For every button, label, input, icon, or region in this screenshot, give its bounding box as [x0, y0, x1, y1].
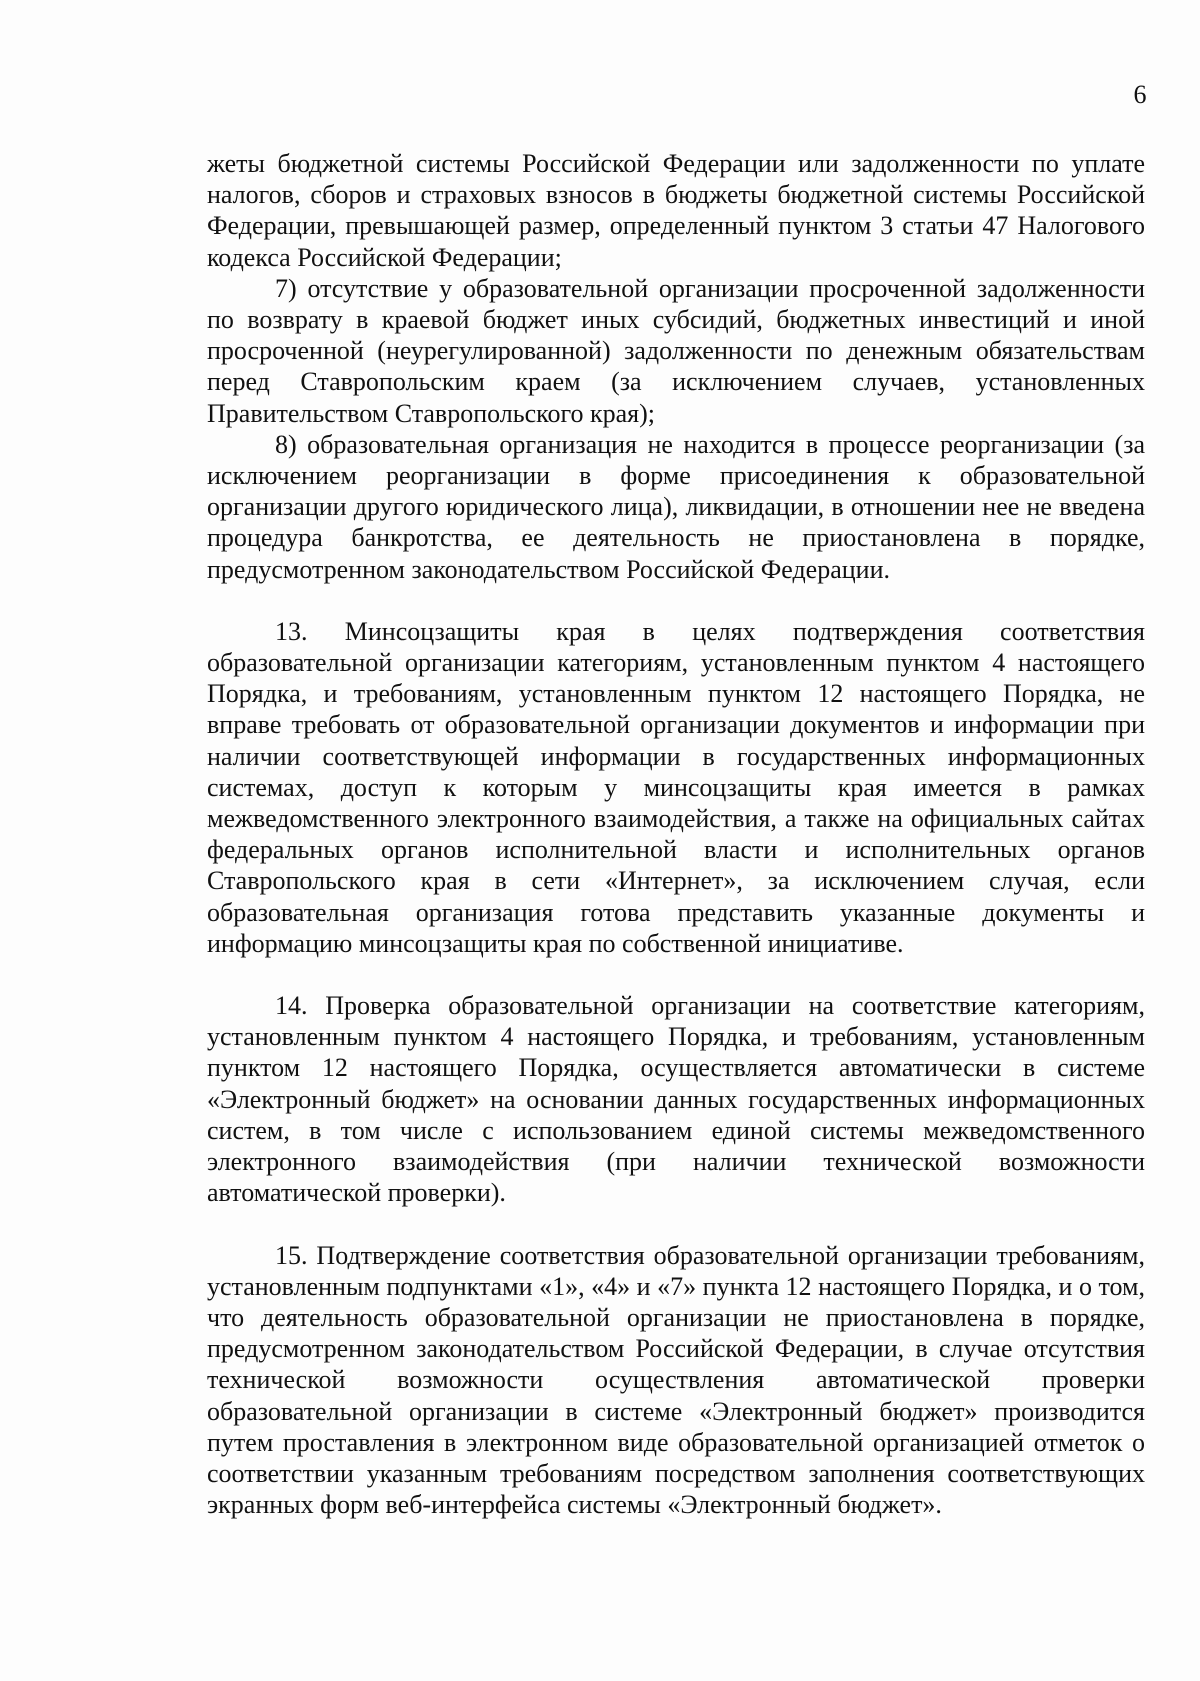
- page-number: 6: [1133, 80, 1147, 109]
- document-body: [207, 148, 1145, 1520]
- paragraph-section-14: 14. Проверка образовательной организации на соответствие категориям, установленным пунктом 4 настоящего Порядка, и требованиям, установленным пунктом 12 настоящего Порядка, осуществляется автоматически в системе «Электронный бюджет» на основании данных государственных информационных систем, в том числе с использованием единой системы межведомственного электронного взаимодействия (при наличии технической возможности автоматической проверки).: [207, 991, 1145, 1208]
- paragraph-section-15: 15. Подтверждение соответствия образовательной организации требованиям, установленным подпунктами «1», «4» и «7» пункта 12 настоящего Порядка, и о том, что деятельность образовательной организации не приостановлена в порядке, предусмотренном законодательством Российской Федерации, в случае отсутствия технической возможности осуществления автоматической проверки образовательной организации в системе «Электронный бюджет» производится путем проставления в электронном виде образовательной организацией отметок о соответствии указанным требованиям посредством заполнения соответствующих экранных форм веб-интерфейса системы «Электронный бюджет».: [207, 1240, 1145, 1520]
- paragraph-item-8: 8) образовательная организация не находится в процессе реорганизации (за исключением реорганизации в форме присоединения к образовательной организации другого юридического лица), ликвидации, в отношении нее не введена процедура банкротства, ее деятельность не приостановлена в порядке, предусмотренном законодательством Российской Федерации.: [207, 429, 1145, 584]
- paragraph-continuation: жеты бюджетной системы Российской Федерации или задолженности по уплате налогов, сборов и страховых взносов в бюджеты бюджетной системы Российской Федерации, превышающей размер, определенный пунктом 3 статьи 47 Налогового кодекса Российской Федерации;: [207, 149, 1145, 272]
- paragraph-item-7: 7) отсутствие у образовательной организации просроченной задолженности по возврату в краевой бюджет иных субсидий, бюджетных инвестиций и иной просроченной (неурегулированной) задолженности по денежным обязательствам перед Ставропольским краем (за исключением случаев, установленных Правительством Ставропольского края);: [207, 273, 1145, 428]
- paragraph-section-13: 13. Минсоцзащиты края в целях подтверждения соответствия образовательной организации категориям, установленным пунктом 4 настоящего Порядка, и требованиям, установленным пунктом 12 настоящего Порядка, не вправе требовать от образовательной организации документов и информации при наличии соответствующей информации в государственных информационных системах, доступ к которым у минсоцзащиты края имеется в рамках межведомственного электронного взаимодействия, а также на официальных сайтах федеральных органов исполнительной власти и исполнительных органов Ставропольского края в сети «Интернет», за исключением случая, если образовательная организация готова представить указанные документы и информацию минсоцзащиты края по собственной инициативе.: [207, 616, 1145, 958]
